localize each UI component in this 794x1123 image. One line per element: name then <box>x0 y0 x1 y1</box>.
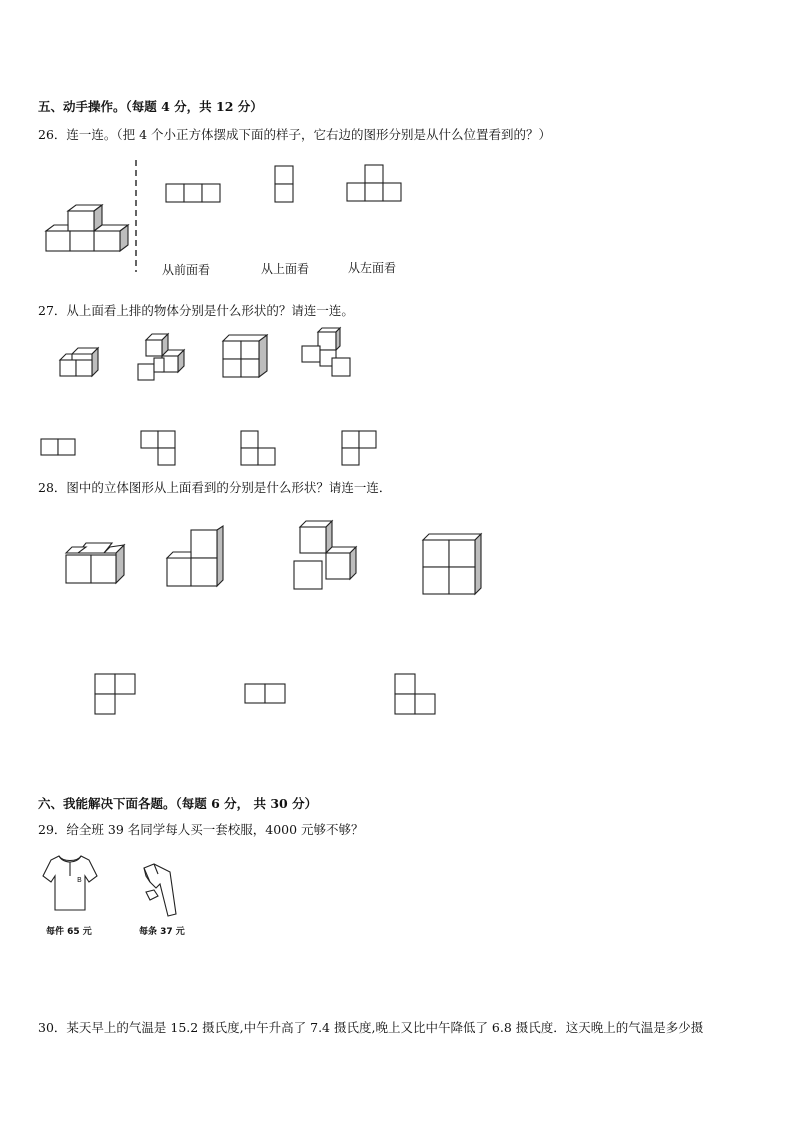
shirt-icon <box>41 852 99 914</box>
q27-top-view-a <box>40 438 76 456</box>
q26-view-label-left: 从左面看 <box>348 261 397 275</box>
q28-solid-2 <box>165 526 227 588</box>
question-30-text: 30．某天早上的气温是 15.2 摄氏度,中午升高了 7.4 摄氏度,晚上又比中午降低了 6.8 摄氏度．这天晚上的气温是多少摄 <box>38 1020 704 1035</box>
q27-solid-2 <box>136 332 188 382</box>
q27-solid-4 <box>300 326 354 380</box>
section-6-heading: 六、我能解决下面各题。（每题 6 分， 共 30 分） <box>38 796 318 811</box>
section-5-heading: 五、动手操作。（每题 4 分，共 12 分） <box>38 99 263 114</box>
question-28-text: 28．图中的立体图形从上面看到的分别是什么形状？请连一连． <box>38 480 392 495</box>
q28-solid-1 <box>64 541 126 585</box>
q26-view-top-shape <box>274 165 294 203</box>
q27-top-view-b <box>140 430 176 466</box>
question-26-text: 26．连一连。（把 4 个小正方体摆成下面的样子，它右边的图形分别是从什么位置看到的？） <box>38 127 552 142</box>
q26-view-front-shape <box>165 183 221 203</box>
q26-divider-dashed-line <box>133 160 139 272</box>
q28-solid-4 <box>421 534 483 596</box>
q28-top-view-a <box>94 673 136 715</box>
q26-view-label-front: 从前面看 <box>162 263 211 277</box>
q28-top-view-c <box>394 673 436 715</box>
shirt-price-label: 每件 65 元 <box>46 927 92 937</box>
q27-top-view-c <box>240 430 276 466</box>
q26-view-label-top: 从上面看 <box>261 262 310 276</box>
q26-view-left-shape <box>346 164 402 202</box>
q28-solid-3 <box>292 521 360 589</box>
q27-solid-1 <box>58 344 106 380</box>
pants-price-label: 每条 37 元 <box>139 927 185 937</box>
shirt-label: B <box>77 876 82 884</box>
pants-icon <box>140 862 180 918</box>
question-29-text: 29．给全班 39 名同学每人买一套校服，4000 元够不够？ <box>38 822 364 837</box>
q28-top-view-b <box>244 683 286 704</box>
question-27-text: 27．从上面看上排的物体分别是什么形状的？请连一连。 <box>38 303 354 318</box>
q27-solid-3 <box>221 333 269 379</box>
q26-cube-stack <box>44 203 124 259</box>
q27-top-view-d <box>341 430 377 466</box>
